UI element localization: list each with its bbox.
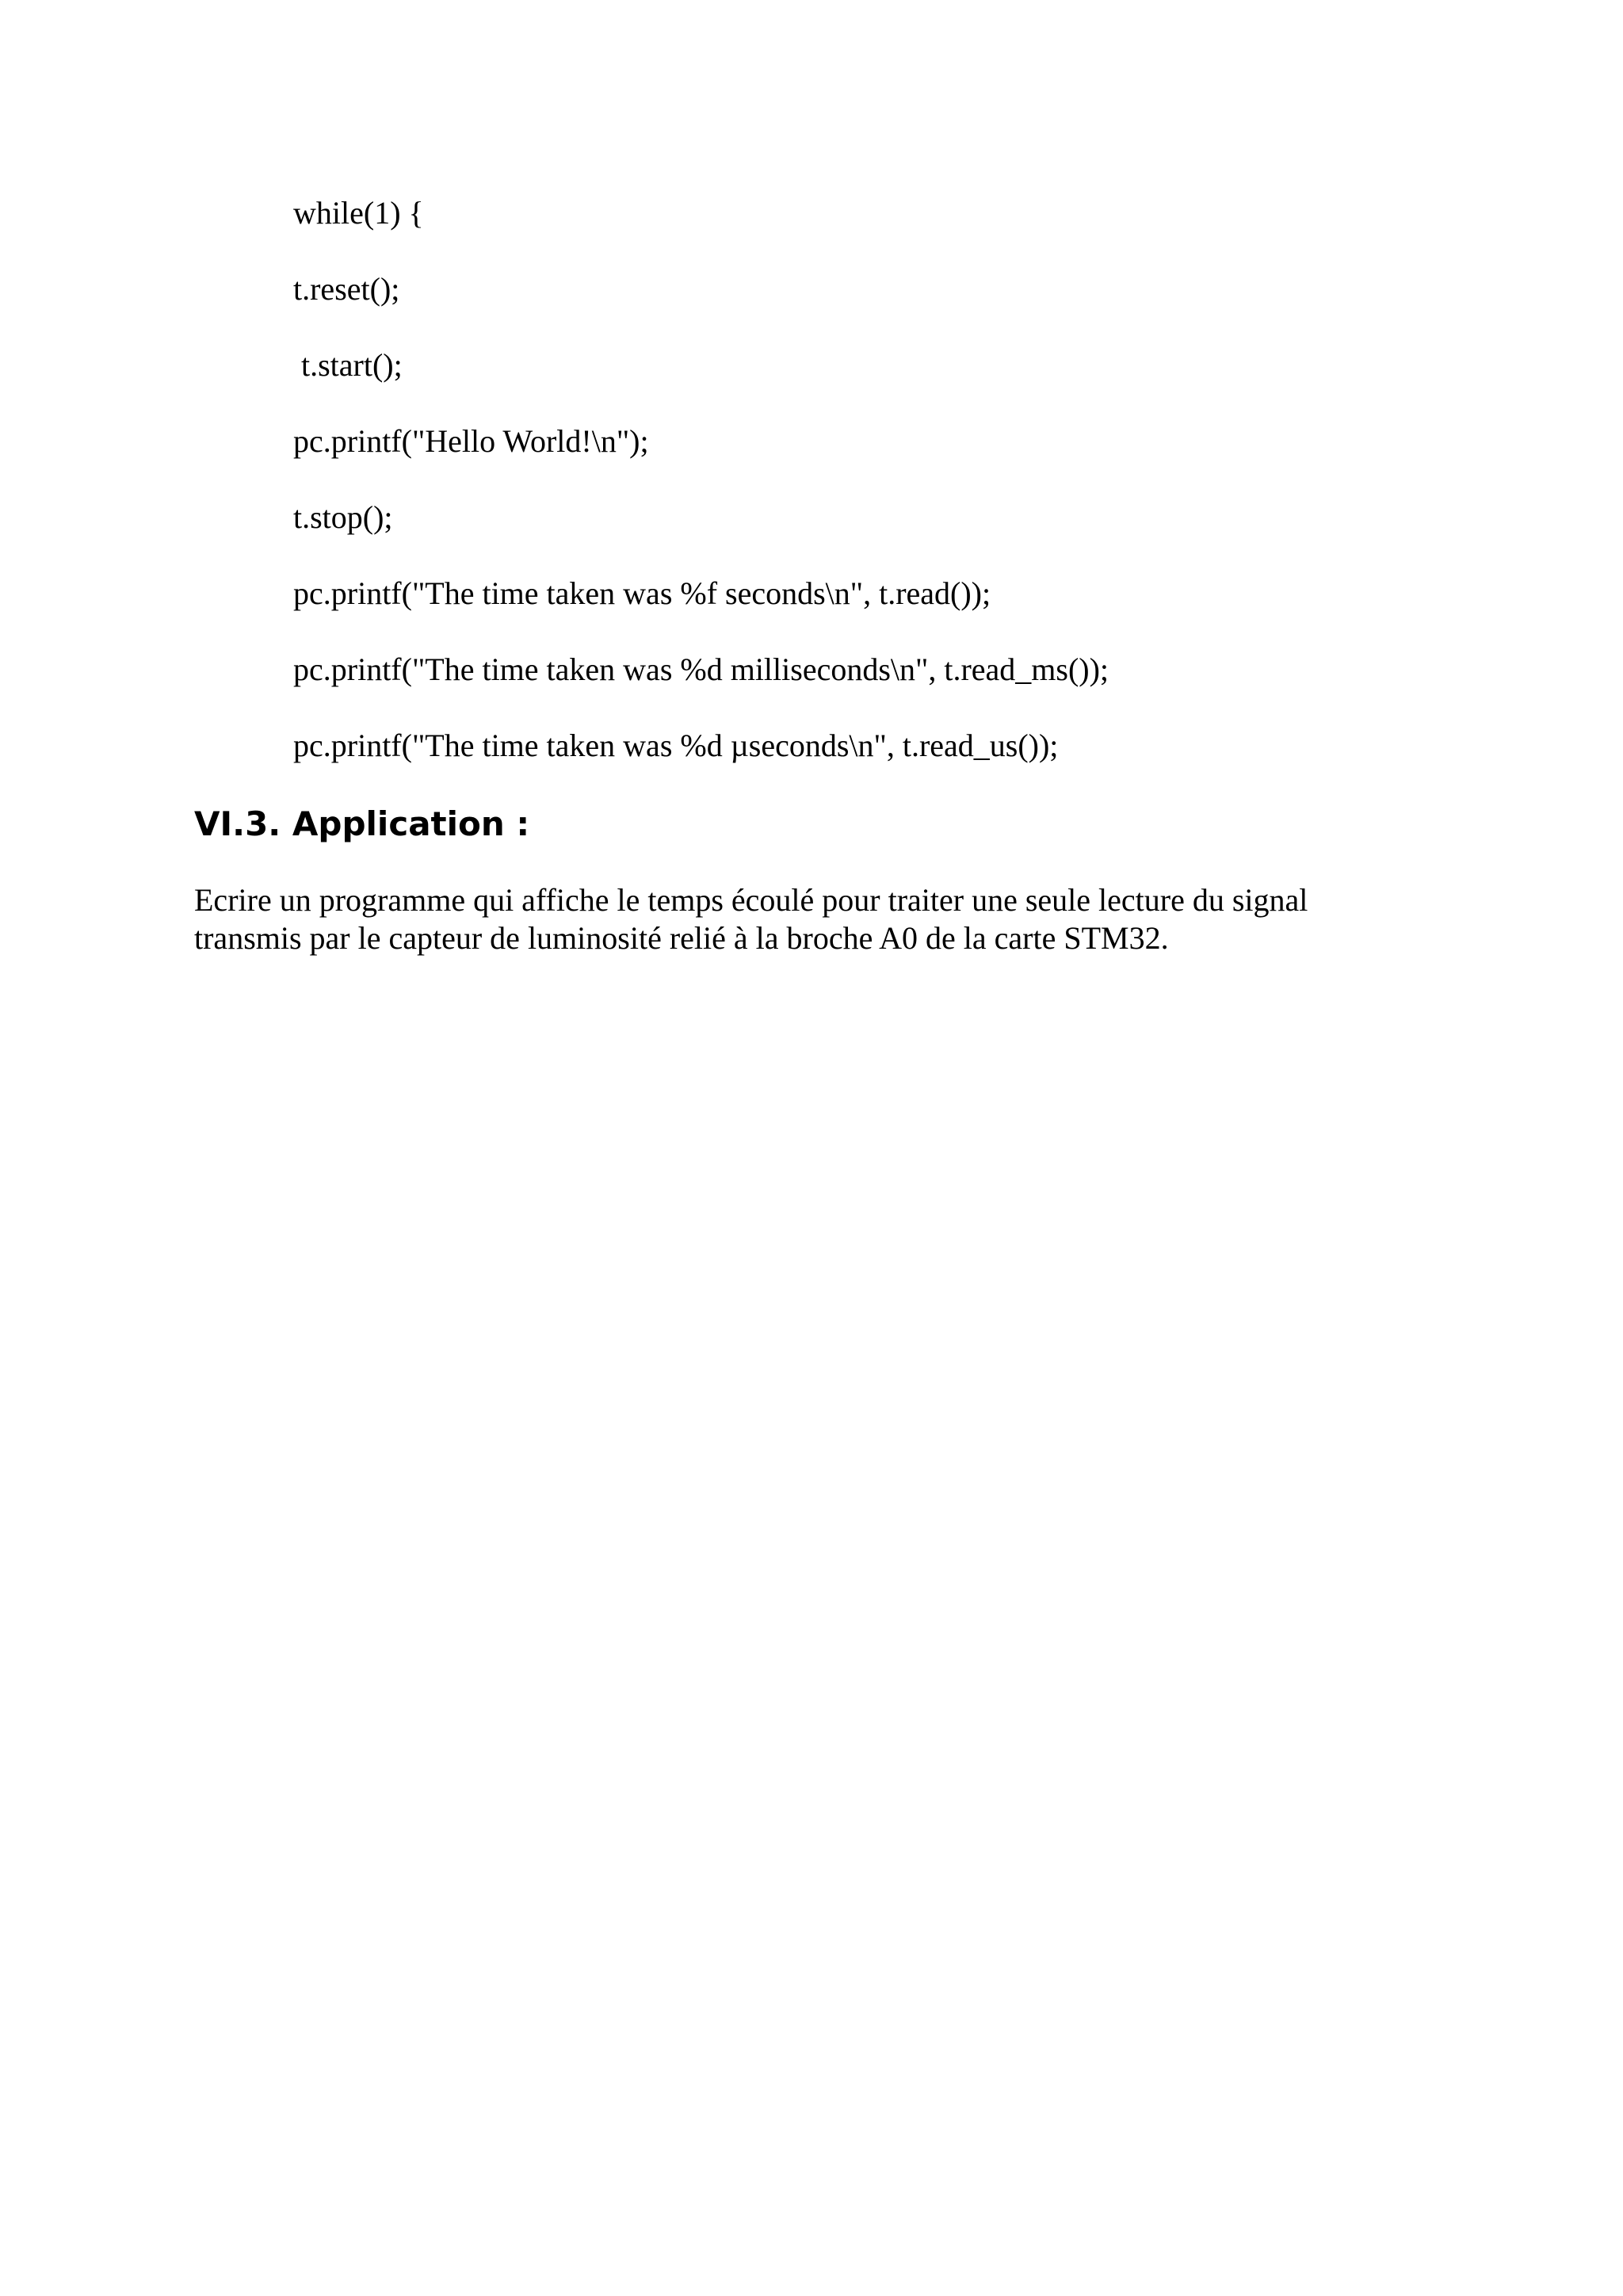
application-paragraph: [194, 881, 1430, 957]
paragraph-line-2: transmis par le capteur de luminosité relié à la broche A0 de la carte STM32.: [194, 920, 1169, 956]
code-line-reset: t.reset();: [293, 271, 400, 307]
section-heading: VI.3. Application :: [194, 804, 530, 843]
code-line-printf-microseconds: pc.printf("The time taken was %d µseconds\n", t.read_us());: [293, 728, 1059, 763]
code-line-printf-hello: pc.printf("Hello World!\n");: [293, 423, 649, 459]
code-line-printf-milliseconds: pc.printf("The time taken was %d milliseconds\n", t.read_ms());: [293, 651, 1109, 687]
paragraph-line-1: Ecrire un programme qui affiche le temps écoulé pour traiter une seule lecture du signal: [194, 882, 1308, 918]
code-line-while: while(1) {: [293, 195, 424, 231]
code-line-stop: t.stop();: [293, 499, 393, 535]
code-line-printf-seconds: pc.printf("The time taken was %f seconds\n", t.read());: [293, 575, 991, 611]
code-line-start: t.start();: [293, 347, 403, 383]
